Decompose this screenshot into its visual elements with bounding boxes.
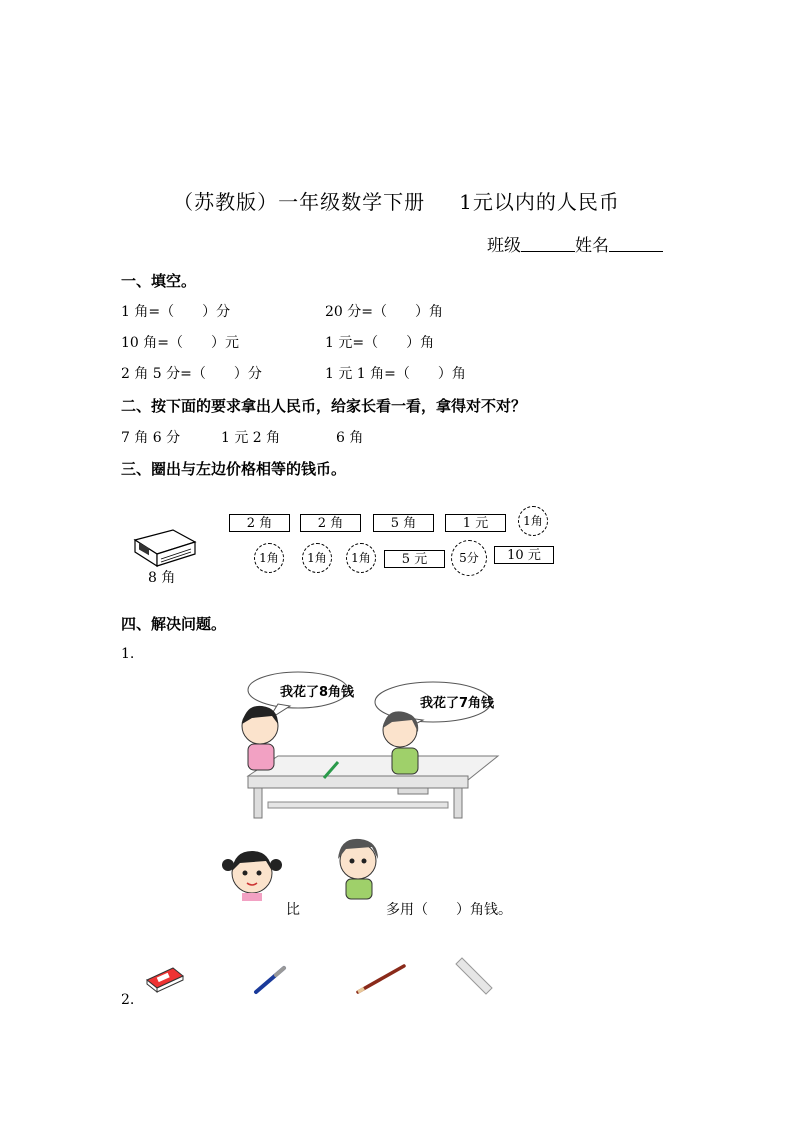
money-item-2: 1 元 2 角: [221, 430, 281, 446]
fill-row1-left: 1 角=（ ）分: [121, 304, 231, 320]
page-title: [0, 186, 793, 215]
coin-1jiao-3[interactable]: 1角: [346, 543, 376, 573]
pencil-icon: [354, 962, 408, 996]
note-2jiao-a[interactable]: 2 角: [229, 514, 290, 532]
section3-heading: 三、圈出与左边价格相等的钱币。: [121, 460, 347, 478]
money-item-1: 7 角 6 分: [121, 430, 181, 446]
note-5jiao[interactable]: 5 角: [373, 514, 434, 532]
coin-1jiao-1[interactable]: 1角: [254, 543, 284, 573]
pencil-sharpener-icon: [133, 520, 197, 568]
class-blank[interactable]: [521, 236, 575, 252]
item-price: 8 角: [148, 570, 176, 586]
section2-heading: 二、按下面的要求拿出人民币，给家长看一看，拿得对不对？: [121, 397, 527, 415]
fill-row2-right: 1 元=（ ）角: [325, 335, 435, 351]
title-left: （苏教版）一年级数学下册: [173, 190, 426, 214]
compare-tail: 多用（ ）角钱。: [386, 902, 512, 918]
compare-word: 比: [286, 902, 300, 918]
name-label: 姓名: [575, 236, 609, 256]
boy-face-icon: [330, 835, 386, 901]
coin-1jiao-2[interactable]: 1角: [302, 543, 332, 573]
fill-row1-right: 20 分=（ ）角: [325, 304, 443, 320]
class-name-line: [487, 231, 663, 256]
fill-row2-left: 10 角=（ ）元: [121, 335, 239, 351]
pen-icon: [252, 964, 288, 996]
coin-5fen[interactable]: 5分: [451, 540, 487, 576]
note-10yuan[interactable]: 10 元: [494, 546, 554, 564]
class-label: 班级: [487, 236, 521, 256]
note-5yuan[interactable]: 5 元: [384, 550, 445, 568]
fill-row3-left: 2 角 5 分=（ ）分: [121, 366, 262, 382]
name-blank[interactable]: [609, 236, 663, 252]
note-2jiao-b[interactable]: 2 角: [300, 514, 361, 532]
eraser-icon: [143, 962, 185, 994]
question1-number: 1.: [121, 646, 135, 662]
fill-row3-right: 1 元 1 角=（ ）角: [325, 366, 466, 382]
money-item-3: 6 角: [336, 430, 364, 446]
ruler-icon: [452, 956, 496, 998]
section4-heading: 四、解决问题。: [121, 615, 227, 633]
note-1yuan[interactable]: 1 元: [445, 514, 506, 532]
girl-face-icon: [220, 845, 282, 901]
girl-speech: 我花了8角钱: [280, 685, 355, 700]
section1-heading: 一、填空。: [121, 272, 197, 290]
question2-number: 2.: [121, 992, 135, 1008]
title-right: 1元以内的人民币: [459, 190, 620, 214]
boy-speech: 我花了7角钱: [420, 696, 495, 711]
coin-1jiao-top[interactable]: 1角: [518, 506, 548, 536]
